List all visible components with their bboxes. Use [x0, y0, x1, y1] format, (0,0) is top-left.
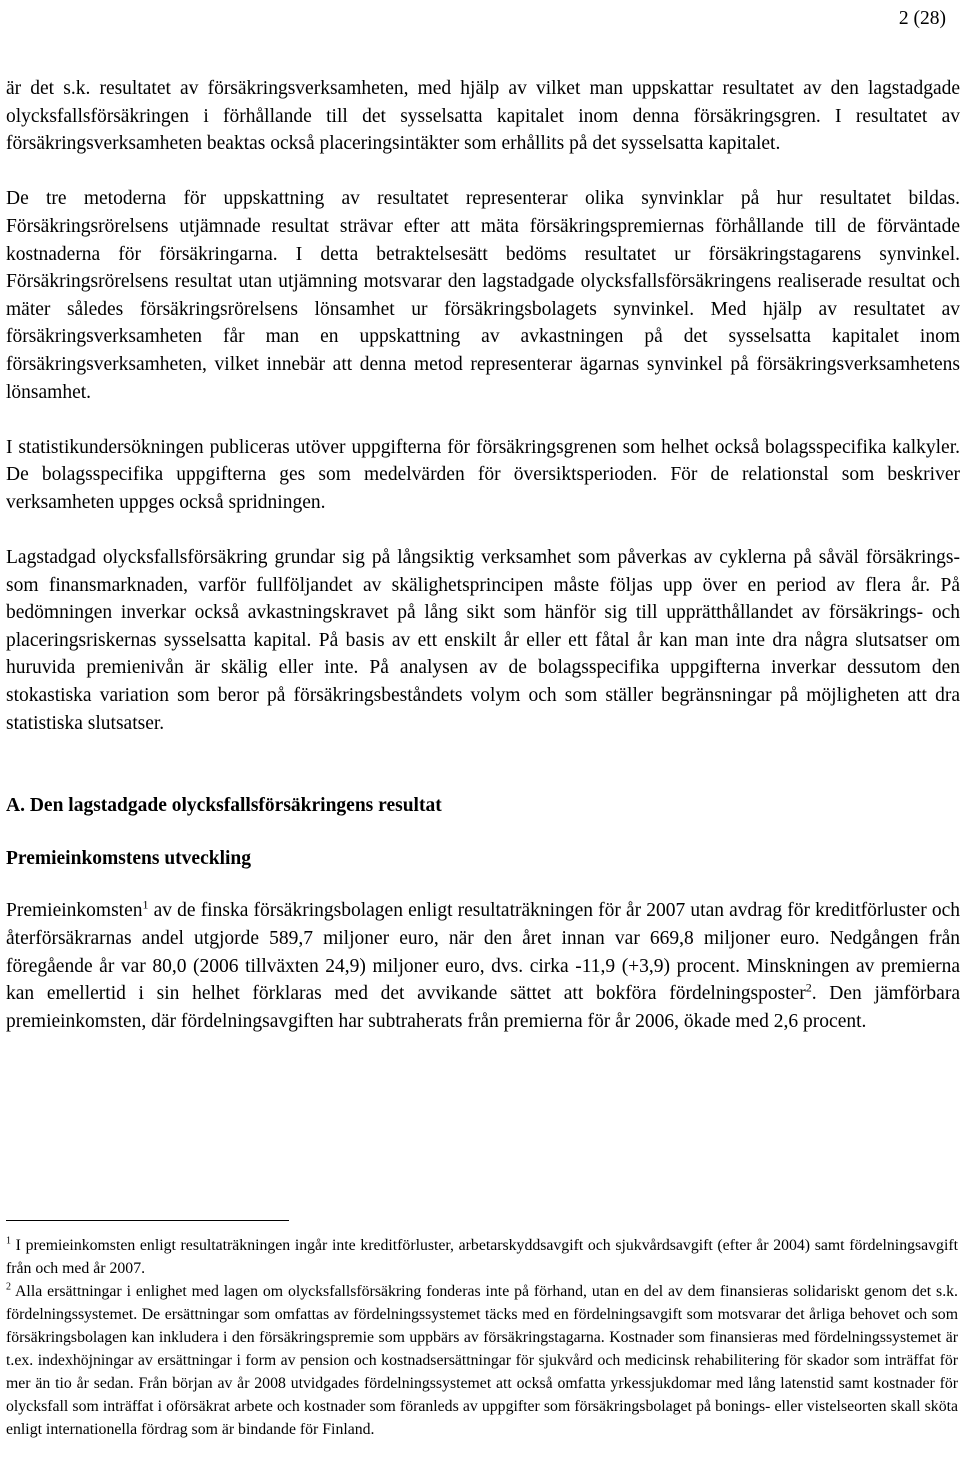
footnote: [6, 1280, 958, 1441]
footnote: [6, 1234, 958, 1280]
body-paragraph: I statistikundersökningen publiceras utöver uppgifterna för försäkringsgrenen som helhet också bolagsspecifika kalkyler. De bolagsspecifika uppgifterna ges som medelvärden för översiktsperioden. För de relationstal som beskriver verksamheten uppges också spridningen.: [6, 436, 960, 513]
section-heading: A. Den lagstadgade olycksfallsförsäkringens resultat: [6, 795, 442, 817]
premium-text-part: av de finska försäkringsbolagen enligt resultaträkningen för år 2007 utan avdrag för kreditförluster och återförsäkrarnas andel utgjorde 589,7 miljoner euro, när den året innan var 669,8 miljoner euro. Nedgången från föregående år var 80,0 (2006 tillväxten 24,9) miljoner euro, dvs. cirka -11,9 (+3,9) procent. Minskningen av premierna kan emellertid i sin helhet förklaras med det avvikande sättet att bokföra fördelningsposter: [6, 900, 960, 1005]
footnote-reference[interactable]: 2: [805, 980, 812, 995]
premium-paragraph: [6, 897, 960, 1035]
footnote-text: Alla ersättningar i enlighet med lagen om olycksfallsförsäkring fonderas inte på förhand, utan en del av dem finansieras solidariskt genom det s.k. fördelningssystemet. De ersättningar som omfattas av fördelningssystemet täcks med en fördelningsavgift som motsvarar det årliga behovet och som försäkringsbolagen kan inkludera i den försäkringspremie som uppbärs av försäkringstagarna. Kostnader som finansieras med fördelningssystemet är t.ex. indexhöjningar av ersättningar i form av pension och kostnadsersättningar för sjukvård och medicinsk rehabilitering för skador som inträffat för mer än tio år sedan. Från början av år 2008 utvidgades fördelningssystemet att också omfatta yrkessjukdomar med lång latenstid samt kostnader för olycksfall som inträffat i oförsäkrat arbete och kostnader som föranleds av uppgifter som försäkringsbolaget på bonings- eller vistelseorten skall sköta enligt internationella fördrag som är bindande för Finland.: [6, 1283, 958, 1438]
premium-text-part: . Den jämförbara premieinkomsten, där fördelningsavgiften har subtraherats från premierna för år 2006, ökade med 2,6 procent.: [6, 983, 960, 1032]
subsection-heading: Premieinkomstens utveckling: [6, 847, 252, 869]
body-paragraph: De tre metoderna för uppskattning av resultatet representerar olika synvinklar på hur resultatet bildas. Försäkringsrörelsens utjämnade resultat strävar efter att mäta försäkringspremiernas förhållande till de förväntade kostnaderna för försäkringarna. I detta betraktelsesätt bedöms resultatet ur försäkringstagarens synvinkel. Försäkringsrörelsens resultat utan utjämning motsvarar den lagstadgade olycksfallsförsäkringens realiserade resultat och mäter således försäkringsrörelsens lönsamhet ur försäkringsbolagets synvinkel. Med hjälp av resultatet av försäkringsverksamheten får man en uppskattning av avkastningen på det sysselsatta kapitalet inom försäkringsverksamheten, vilket innebär att denna metod representerar ägarnas synvinkel på försäkringsverksamhetens lönsamhet.: [6, 188, 960, 403]
footnote-number: 2: [6, 1281, 11, 1293]
page-number: 2 (28): [898, 8, 946, 29]
footnote-text: I premieinkomsten enligt resultaträkningen ingår inte kreditförluster, arbetarskyddsavgift och sjukvårdsavgift (efter år 2004) samt fördelningsavgift från och med år 2007.: [6, 1237, 958, 1277]
footnote-separator: [6, 1220, 289, 1221]
body-paragraph: är det s.k. resultatet av försäkringsverksamheten, med hjälp av vilket man uppskattar resultatet av den lagstadgade olycksfallsförsäkringen i förhållande till det sysselsatta kapitalet inom denna försäkringsgren. I resultatet av försäkringsverksamheten beaktas också placeringsintäkter som erhållits på det sysselsatta kapitalet.: [6, 78, 960, 155]
document-body: [6, 75, 960, 1035]
footnotes: [6, 1234, 958, 1441]
premium-text-part: Premieinkomsten: [6, 900, 143, 922]
body-paragraph: Lagstadgad olycksfallsförsäkring grundar sig på långsiktig verksamhet som påverkas av cyklerna på såväl försäkrings- som finansmarknaden, varför fullföljandet av skälighetsprincipen måste följas upp över en period av flera år. På bedömningen inverkar också avkastningskravet på lång sikt som hänför sig till upprätthållandet av försäkrings- och placeringsriskernas sysselsatta kapital. På basis av ett enskilt år eller ett fåtal år kan man inte dra några slutsatser om huruvida premienivån är skälig eller inte. På analysen av de bolagsspecifika uppgifterna inverkar dessutom den stokastiska variation som beror på försäkringsbeståndets volym och som ställer begränsningar på möjligheten att dra statistiska slutsatser.: [6, 547, 960, 734]
footnote-number: 1: [6, 1235, 11, 1247]
footnote-reference[interactable]: 1: [142, 897, 149, 912]
